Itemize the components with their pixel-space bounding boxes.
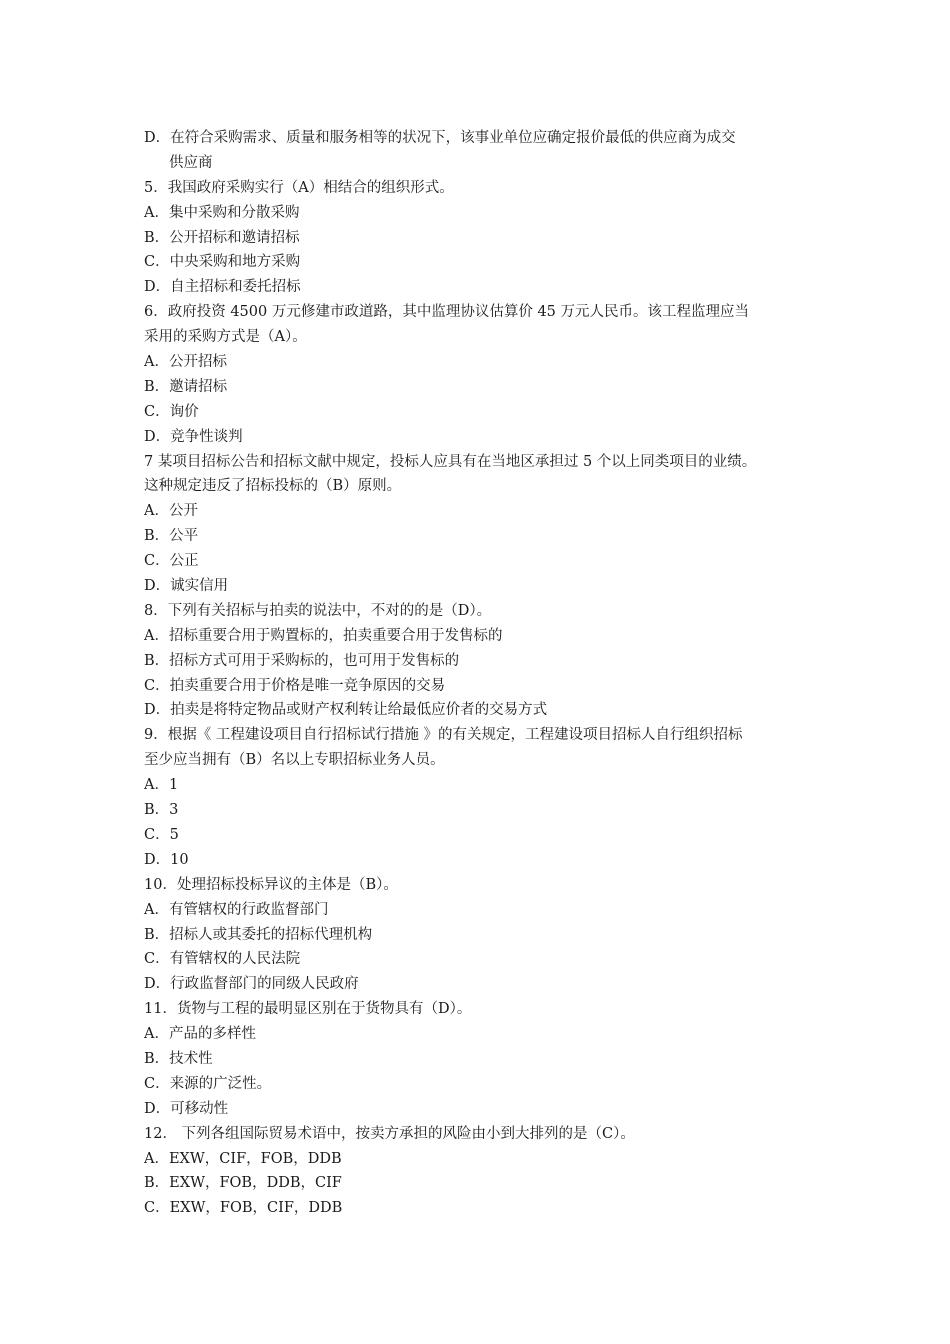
text-line: B．EXW，FOB，DDB，CIF [144,1175,342,1192]
text-line: D．拍卖是将特定物品或财产权利转让给最低应价者的交易方式 [144,702,548,719]
text-line: 7 某项目招标公告和招标文献中规定，投标人应具有在当地区承担过 5 个以上同类项目的业绩。 [144,453,757,470]
text-line: 至少应当拥有（B）名以上专职招标业务人员。 [144,752,445,769]
text-line: C．询价 [144,403,199,420]
text-line: B．招标人或其委托的招标代理机构 [144,926,373,943]
document-body [144,126,824,1221]
text-line: C．公正 [144,553,199,570]
text-line: 供应商 [169,154,213,171]
text-line: 12． 下列各组国际贸易术语中，按卖方承担的风险由小到大排列的是（C）。 [144,1125,635,1142]
text-line: B．邀请招标 [144,378,228,395]
text-line: D．可移动性 [144,1100,229,1117]
text-line: C．EXW，FOB，CIF，DDB [144,1200,343,1217]
text-line: A．集中采购和分散采购 [144,204,300,221]
text-line: C．来源的广泛性。 [144,1075,272,1092]
text-line: C．拍卖重要合用于价格是唯一竞争原因的交易 [144,677,446,694]
text-line: D．行政监督部门的同级人民政府 [144,976,359,993]
text-line: A．1 [144,777,179,794]
text-line: B．技术性 [144,1050,213,1067]
text-line: B．公开招标和邀请招标 [144,229,300,246]
text-line: A．产品的多样性 [144,1026,256,1043]
text-line: B．招标方式可用于采购标的，也可用于发售标的 [144,652,460,669]
text-line: D．10 [144,851,189,868]
text-line: C．5 [144,826,179,843]
text-line: 5．我国政府采购实行（A）相结合的组织形式。 [144,179,454,196]
text-line: D．诚实信用 [144,578,229,595]
text-line: B．3 [144,802,179,819]
text-line: A．有管辖权的行政监督部门 [144,901,329,918]
text-line: 6．政府投资 4500 万元修建市政道路，其中监理协议估算价 45 万元人民币。该工程监理应当 [144,304,750,321]
text-line: D．在符合采购需求、质量和服务相等的状况下，该事业单位应确定报价最低的供应商为成交 [144,130,736,146]
text-line: C．有管辖权的人民法院 [144,951,301,968]
text-line: A．EXW，CIF，FOB，DDB [144,1150,342,1167]
text-line: 9．根据《 工程建设项目自行招标试行措施 》的有关规定，工程建设项目招标人自行组织招标 [144,727,743,744]
text-line: 10．处理招标投标异议的主体是（B）。 [144,876,398,893]
text-line: 11．货物与工程的最明显区别在于货物具有（D）。 [144,1001,472,1018]
text-line: D．竞争性谈判 [144,428,243,445]
text-line: 采用的采购方式是（A）。 [144,329,307,346]
text-line: A．公开 [144,503,198,520]
text-line: A．公开招标 [144,354,227,371]
text-line: C．中央采购和地方采购 [144,254,301,271]
text-line: A．招标重要合用于购置标的，拍卖重要合用于发售标的 [144,627,503,644]
text-line: B．公平 [144,528,199,545]
text-line: 8．下列有关招标与拍卖的说法中，不对的的是（D）。 [144,602,492,619]
text-line: 这种规定违反了招标投标的（B）原则。 [144,478,402,495]
text-line: D．自主招标和委托招标 [144,279,301,296]
